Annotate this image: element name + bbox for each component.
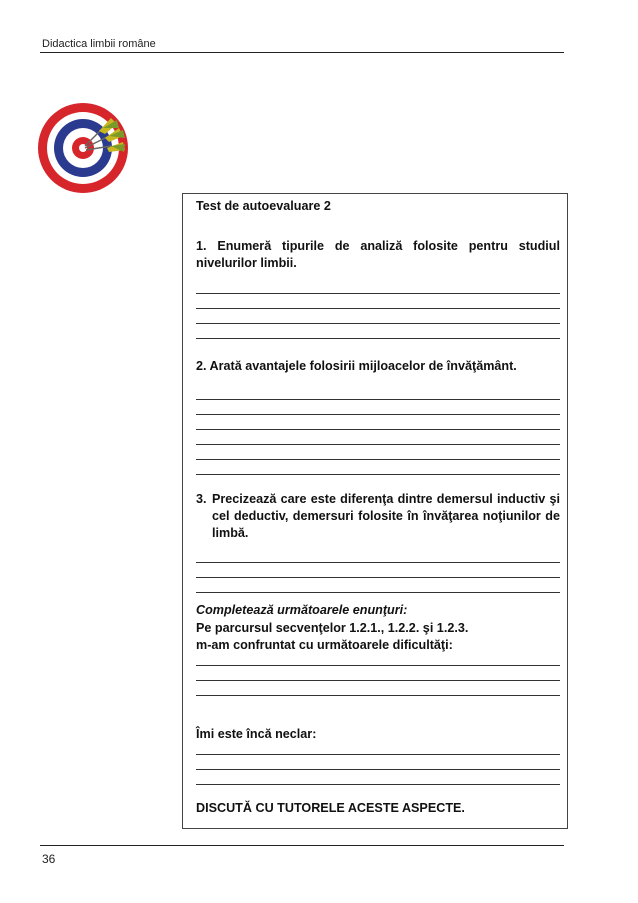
question-3-number: 3. [196, 492, 207, 506]
answer-lines-unclear[interactable] [196, 754, 560, 799]
answer-lines-3[interactable] [196, 562, 560, 607]
dartboard-target-icon [37, 98, 137, 198]
answer-lines-1[interactable] [196, 293, 560, 353]
difficulties-prompt: Pe parcursul secvenţelor 1.2.1., 1.2.2. şi 1.2.3. m-am confruntat cu următoarele dificultăţi: [196, 621, 469, 652]
test-title: Test de autoevaluare 2 [196, 199, 331, 213]
unclear-prompt: Îmi este încă neclar: [196, 727, 317, 741]
running-header: Didactica limbii române [42, 38, 156, 50]
question-3 [196, 491, 560, 542]
page-number: 36 [42, 852, 56, 866]
question-1: 1. Enumeră tipurile de analiză folosite pentru studiul nivelurilor limbii. [196, 239, 560, 270]
header-divider [40, 52, 564, 53]
footer-divider [40, 845, 564, 846]
complete-heading: Completează următoarele enunţuri: [196, 603, 408, 617]
discuss-note: DISCUTĂ CU TUTORELE ACESTE ASPECTE. [196, 801, 465, 815]
question-3-text: Precizează care este diferenţa dintre demersul inductiv şi cel deductiv, demersuri folosite în învăţarea noţiunilor de limbă. [212, 492, 560, 540]
answer-lines-2[interactable] [196, 399, 560, 489]
answer-lines-difficulties[interactable] [196, 665, 560, 710]
question-2: 2. Arată avantajele folosirii mijloacelor de învăţământ. [196, 359, 517, 373]
